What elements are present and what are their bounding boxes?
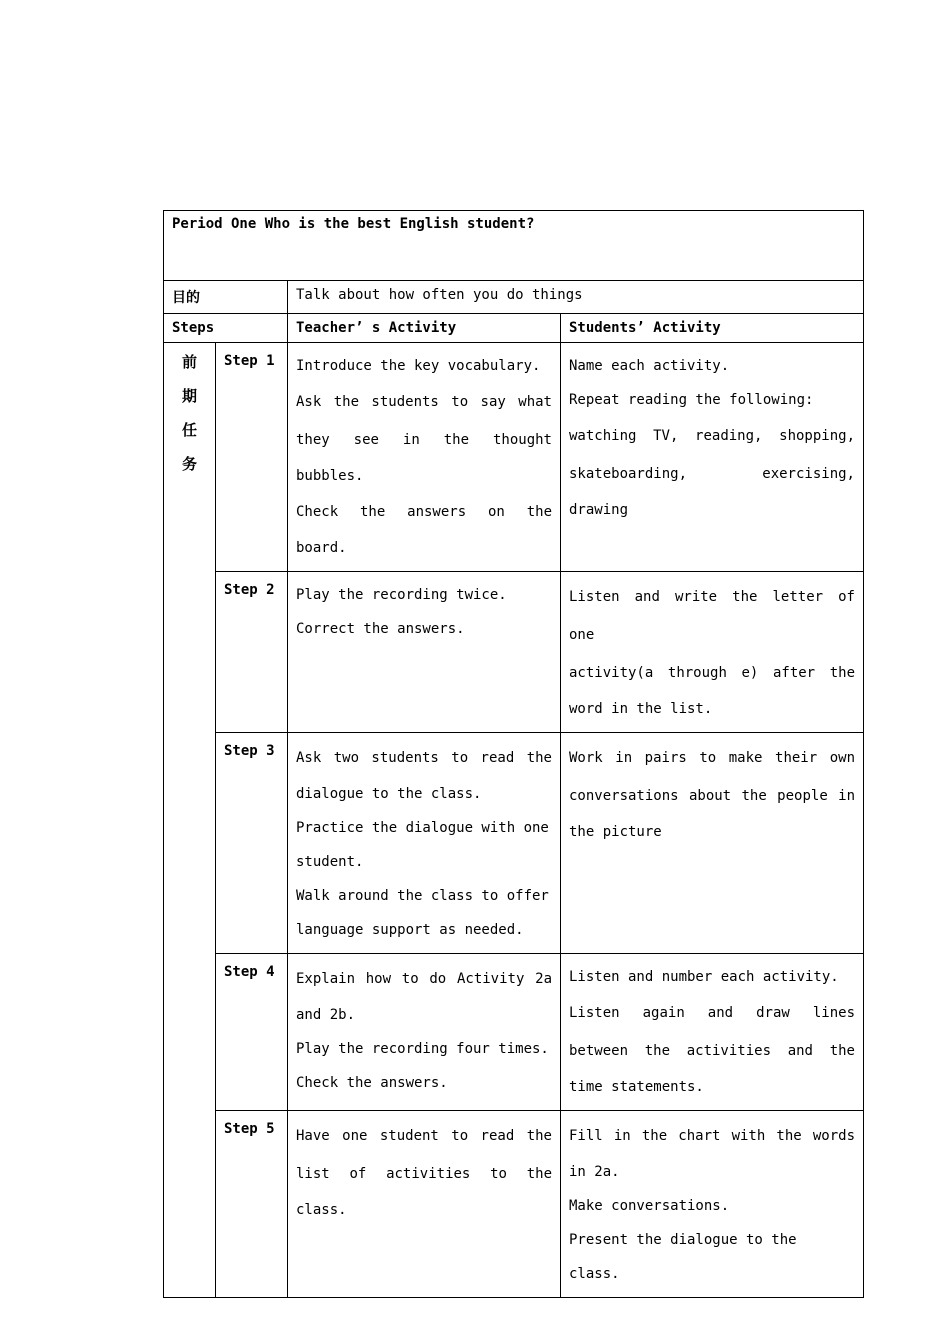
text-line: language support as needed. — [296, 922, 524, 938]
text-line: Walk around the class to offer — [296, 888, 549, 904]
text-line: they see in the thought — [296, 432, 552, 448]
text-line: class. — [296, 1202, 347, 1218]
text-line: Check the answers. — [296, 1075, 448, 1091]
text-line: bubbles. — [296, 468, 364, 484]
text-line: Ask two students to read the — [296, 750, 552, 766]
text-line: Play the recording twice. — [296, 587, 507, 603]
purpose-text: Talk about how often you do things — [288, 281, 864, 314]
teacher-activity — [288, 572, 561, 733]
lesson-title: Period One Who is the best English student? — [164, 211, 864, 281]
step-label: Step 4 — [216, 954, 288, 1111]
text-line: the picture — [569, 824, 662, 840]
purpose-row — [164, 281, 864, 314]
title-row — [164, 211, 864, 281]
header-row — [164, 314, 864, 343]
students-activity — [561, 733, 864, 954]
text-line: Practice the dialogue with one — [296, 820, 549, 836]
text-line: Repeat reading the following: — [569, 392, 814, 408]
students-activity — [561, 954, 864, 1111]
phase-char: 务 — [181, 455, 197, 473]
text-line: skateboarding, exercising, — [569, 466, 855, 482]
lesson-plan-table — [163, 210, 864, 1298]
students-activity — [561, 572, 864, 733]
text-line: Ask the students to say what — [296, 394, 552, 410]
text-line: Introduce the key vocabulary. — [296, 358, 541, 374]
purpose-label: 目的 — [164, 281, 288, 314]
text-line: Play the recording four times. — [296, 1041, 549, 1057]
step-label: Step 3 — [216, 733, 288, 954]
students-header: Students’ Activity — [561, 314, 864, 343]
text-line: and 2b. — [296, 1007, 356, 1023]
text-line: Fill in the chart with the words — [569, 1128, 855, 1144]
step-row — [164, 954, 864, 1111]
phase-char: 期 — [181, 387, 197, 405]
text-line: time statements. — [569, 1079, 704, 1095]
text-line: Work in pairs to make their own — [569, 750, 855, 766]
step-label: Step 2 — [216, 572, 288, 733]
students-activity — [561, 1111, 864, 1298]
text-line: Present the dialogue to the class. — [569, 1232, 797, 1282]
teacher-activity — [288, 343, 561, 572]
text-line: Listen and write the letter of one — [569, 589, 855, 643]
teacher-header: Teacher’ s Activity — [288, 314, 561, 343]
text-line: Check the answers on the — [296, 504, 552, 520]
step-label: Step 5 — [216, 1111, 288, 1298]
text-line: conversations about the people in — [569, 788, 855, 804]
step-label: Step 1 — [216, 343, 288, 572]
text-line: watching TV, reading, shopping, — [569, 428, 855, 444]
text-line: Make conversations. — [569, 1198, 730, 1214]
phase-char: 前 — [181, 353, 197, 371]
text-line: Listen again and draw lines — [569, 1005, 855, 1021]
students-activity — [561, 343, 864, 572]
teacher-activity — [288, 954, 561, 1111]
step-row — [164, 1111, 864, 1298]
phase-label — [164, 343, 216, 1298]
text-line: student. — [296, 854, 364, 870]
text-line: board. — [296, 540, 347, 556]
text-line: dialogue to the class. — [296, 786, 482, 802]
steps-header: Steps — [164, 314, 288, 343]
teacher-activity — [288, 733, 561, 954]
step-row — [164, 733, 864, 954]
text-line: activity(a through e) after the — [569, 665, 855, 681]
step-row — [164, 343, 864, 572]
text-line: Correct the answers. — [296, 621, 465, 637]
text-line: Explain how to do Activity 2a — [296, 971, 552, 987]
text-line: Have one student to read the — [296, 1128, 552, 1144]
text-line: in 2a. — [569, 1164, 620, 1180]
teacher-activity — [288, 1111, 561, 1298]
text-line: between the activities and the — [569, 1043, 855, 1059]
text-line: Listen and number each activity. — [569, 969, 839, 985]
text-line: drawing — [569, 502, 629, 518]
text-line: Name each activity. — [569, 358, 730, 374]
text-line: word in the list. — [569, 701, 713, 717]
text-line: list of activities to the — [296, 1166, 552, 1182]
step-row — [164, 572, 864, 733]
phase-char: 任 — [181, 421, 197, 439]
